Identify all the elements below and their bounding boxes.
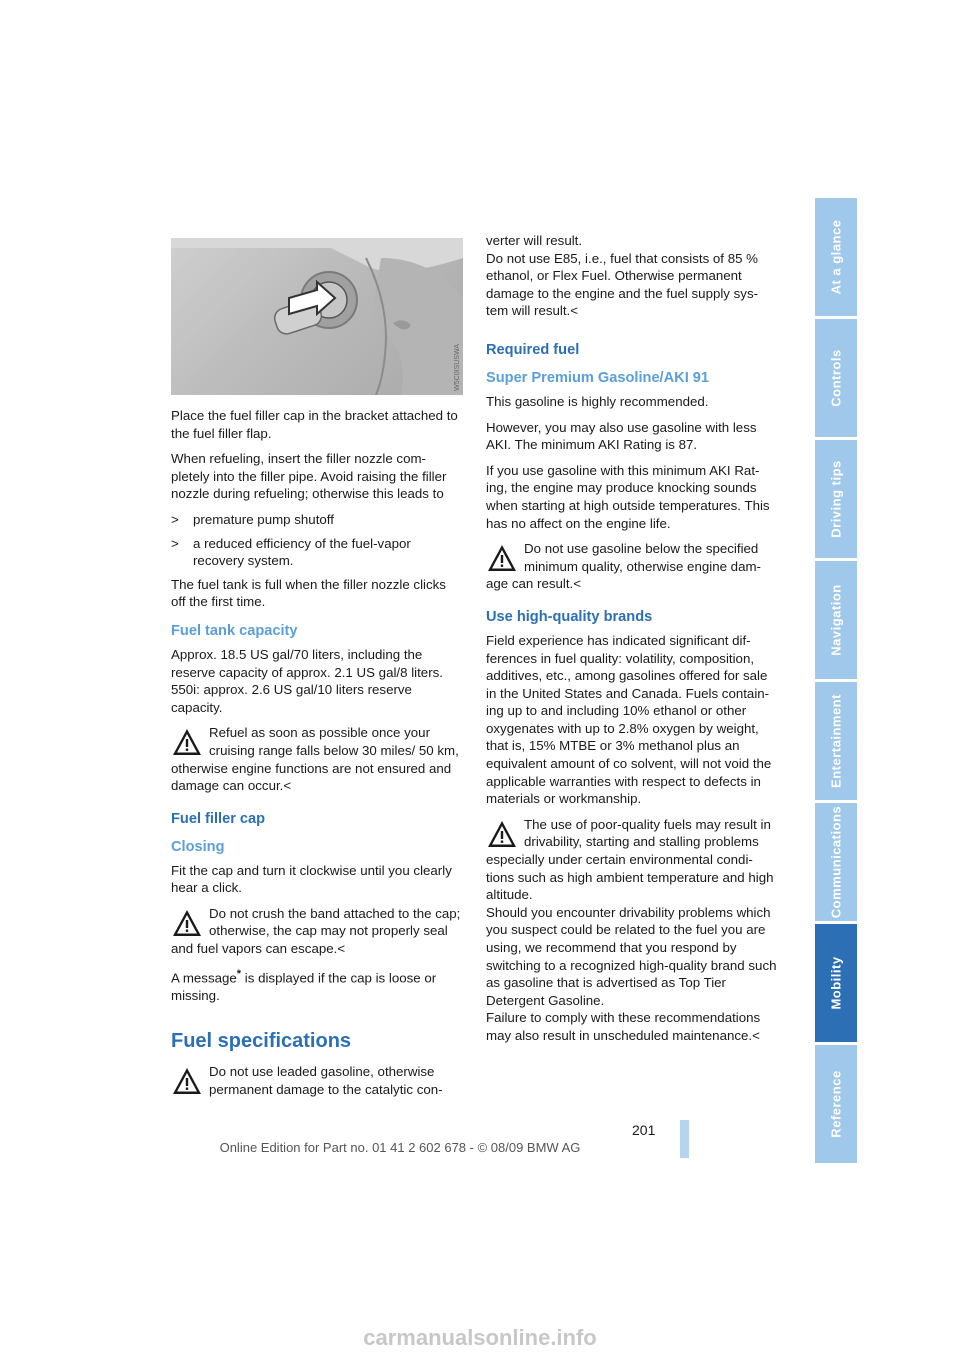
warning-icon [171,727,203,757]
footer-text: Online Edition for Part no. 01 41 2 602 678 - © 08/09 BMW AG [219,1140,581,1155]
tab-entertainment[interactable] [815,682,857,800]
tab-label: Mobility [828,956,844,1010]
warning-text: The use of poor-quality fuels may result in drivability, starting and stalling problems especially under certain environmental condi-tions such as high ambient temperature and high altitude. [486,816,774,903]
footer [0,1140,960,1155]
warning-icon [486,819,518,849]
tab-controls[interactable] [815,319,857,437]
paragraph-closing: Fit the cap and turn it clockwise until you clearly hear a click. [171,862,452,896]
heading-required-fuel: Required fuel [486,341,580,358]
warning-note [171,905,463,958]
list-item-text: a reduced efficiency of the fuel-vapor recovery system. [193,535,411,569]
paragraph-e85: Do not use E85, i.e., fuel that consists of 85 % ethanol, or Flex Fuel. Otherwise permanent damage to the engine and the fuel supply sys-tem will result.< [486,250,759,319]
warning-note [171,1063,463,1098]
warning-icon [171,908,203,938]
tab-label: Communications [828,805,844,919]
paragraph-field-experience: Field experience has indicated significant dif-ferences in fuel quality: volatility, composition, additives, etc., among gasolines offered for sale in the United States and Canada. Fuels contain-ing up to and including 10% ethanol or other oxygenates with up to 2.8% oxygen by weight, that is, 15% MTBE or 3% methanol plus an equivalent amount of co solvent, will not void the applicable warranties with respect to defects in materials or workmanship. [486,632,772,807]
warning-text: Failure to comply with these recommendations may also result in unscheduled maintenance.< [486,1010,761,1043]
paragraph-refueling: When refueling, insert the filler nozzle com-pletely into the filler pipe. Avoid raising the filler nozzle during refueling; otherwise this leads to [171,451,447,502]
warning-note [486,540,780,593]
heading-high-quality-brands: Use high-quality brands [486,608,653,625]
warning-text: Refuel as soon as possible once your cruising range falls below 30 miles/ 50 km, otherwise engine functions are not ensured and damage can occur.< [171,725,459,794]
warning-icon [486,543,518,573]
heading-super-premium: Super Premium Gasoline/AKI 91 [486,369,710,386]
heading-fuel-filler-cap: Fuel filler cap [171,810,266,827]
tab-label: Navigation [828,584,844,656]
tab-label: At a glance [828,219,844,295]
warning-text: Do not use leaded gasoline, otherwise permanent damage to the catalytic con- [209,1064,443,1097]
list-item [171,511,463,529]
fuel-filler-illustration [171,238,463,395]
tab-label: Driving tips [828,460,844,538]
paragraph-place-cap: Place the fuel filler cap in the bracket attached to the fuel filler flap. [171,408,458,441]
warning-note [171,724,463,794]
message-text-end: is displayed if the cap is loose or missing. [171,970,437,1003]
tab-driving-tips[interactable] [815,440,857,558]
warning-note [486,816,780,1045]
warning-icon [171,1066,203,1096]
tab-communications[interactable] [815,803,857,921]
left-column [171,232,463,1106]
fuel-filler-image [171,238,463,395]
paragraph-capacity: Approx. 18.5 US gal/70 liters, including the reserve capacity of approx. 2.1 US gal/8 liters. 550i: approx. 2.6 US gal/10 liters reserve capacity. [171,646,443,715]
warning-text: Do not use gasoline below the specified minimum quality, otherwise engine dam-age can result.< [486,541,761,592]
tab-label: Reference [828,1070,844,1138]
tab-mobility[interactable] [815,924,857,1042]
footnote-star-icon: * [236,967,242,980]
watermark: carmanualsonline.info [363,1325,597,1350]
tab-label: Controls [828,349,844,407]
paragraph-minimum-aki: If you use gasoline with this minimum AKI Rat-ing, the engine may produce knocking sounds when starting at high outside temperatures. This has no affect on the engine life. [486,462,770,531]
heading-fuel-specifications: Fuel specifications [171,1030,352,1053]
paragraph-tank-full: The fuel tank is full when the filler nozzle clicks off the first time. [171,576,446,610]
right-column [486,232,780,1053]
list-item-text: premature pump shutoff [193,511,334,527]
paragraph-continued: verter will result. [486,233,583,248]
chapter-sidebar [815,198,857,1166]
paragraph-however: However, you may also use gasoline with less AKI. The minimum AKI Rating is 87. [486,419,757,453]
tab-label: Entertainment [828,694,844,788]
heading-fuel-tank-capacity: Fuel tank capacity [171,622,298,639]
bullet-marker: > [171,511,179,527]
tab-at-a-glance[interactable] [815,198,857,316]
tab-navigation[interactable] [815,561,857,679]
page-number: 201 [632,1122,656,1138]
warning-text: Do not crush the band attached to the cap; otherwise, the cap may not properly seal and fuel vapors can escape.< [171,905,461,957]
paragraph-message [171,966,463,1005]
message-text-start: A message [171,970,237,986]
figure-code: W5C0ISUSWA [454,344,461,391]
warning-text: Should you encounter drivability problems which you suspect could be related to the fuel you are using, we recommend that you respond by switching to a recognized high-quality brand such as gasoline that is advertised as Top Tier Detergent Gasoline. [486,904,777,1008]
heading-closing: Closing [171,838,225,855]
paragraph-recommended: This gasoline is highly recommended. [486,393,709,409]
list-item [171,535,463,570]
bullet-marker: > [171,535,179,551]
